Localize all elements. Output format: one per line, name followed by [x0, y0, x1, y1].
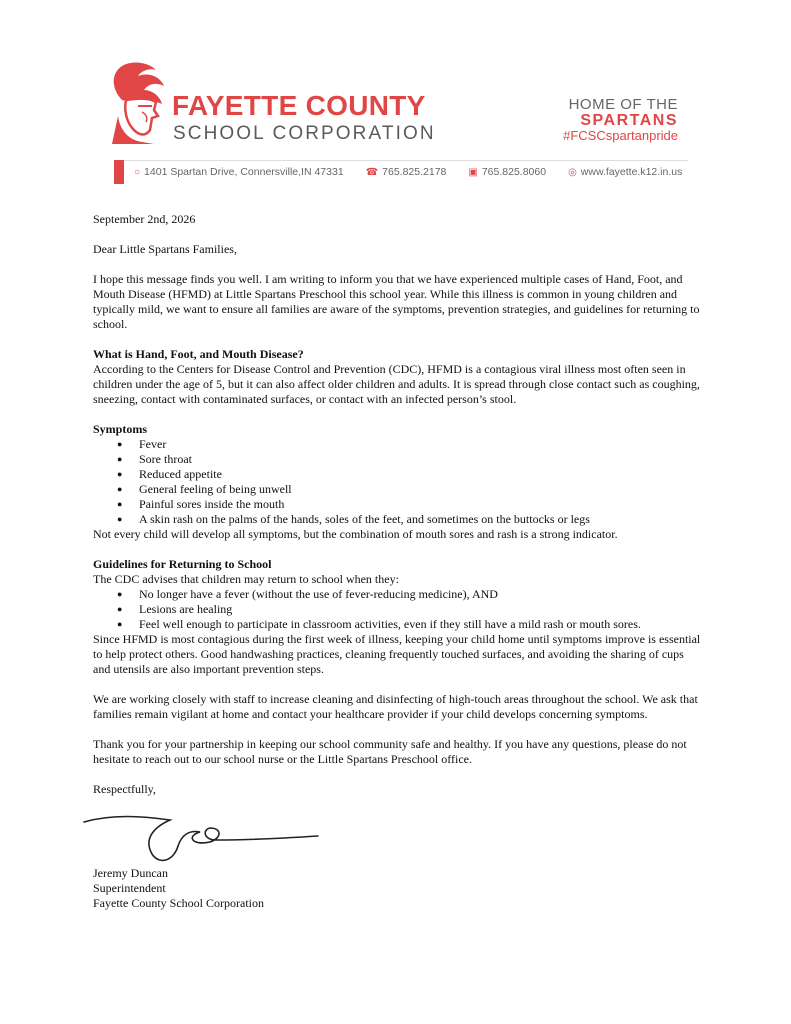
intro-paragraph: I hope this message finds you well. I am writing to inform you that we have experienced multiple cases of Hand, Foot, and Mouth Disease (HFMD) at Little Spartans Preschool this school year. While this illness is common in young children and typically mild, we want to ensure all families are aware of the symptoms, prevention strategies, and guidelines for returning to school.	[93, 272, 700, 331]
guidelines-note: Since HFMD is most contagious during the first week of illness, keeping your child home until symptoms improve is essential to help protect others. Good handwashing practices, cleaning frequently touched surfaces, and avoiding the sharing of cups and utensils are also important prevention steps.	[93, 632, 701, 676]
letter-date: September 2nd, 2026	[93, 212, 196, 226]
list-item: ● Reduced appetite	[117, 467, 222, 481]
fax-text: 765.825.8060	[481, 166, 547, 178]
phone-text: 765.825.2178	[382, 166, 447, 178]
guidelines-heading: Guidelines for Returning to School	[93, 557, 272, 571]
signer-title: Superintendent	[93, 881, 166, 895]
list-item: ● Sore throat	[117, 452, 192, 466]
tagline-hashtag: #FCSCspartanpride	[563, 128, 678, 143]
list-item: ● General feeling of being unwell	[117, 482, 292, 496]
spartan-helmet-logo	[104, 60, 174, 144]
symptoms-note: Not every child will develop all symptoms, but the combination of mouth sores and rash is a strong indicator.	[93, 527, 618, 541]
brand-title: FAYETTE COUNTY	[172, 90, 426, 121]
list-item: ● A skin rash on the palms of the hands, soles of the feet, and sometimes on the buttocks or legs	[117, 512, 590, 526]
salutation: Dear Little Spartans Families,	[93, 242, 237, 256]
address-text: 1401 Spartan Drive, Connersville,IN 47331	[144, 166, 344, 178]
tagline-spartans: SPARTANS	[580, 112, 678, 129]
address-item	[134, 166, 344, 178]
fax-icon: ▣	[468, 166, 478, 178]
signer-name: Jeremy Duncan	[93, 866, 168, 880]
tagline	[563, 97, 678, 143]
symptoms-heading: Symptoms	[93, 422, 148, 436]
phone-icon: ☎	[365, 166, 379, 178]
what-heading: What is Hand, Foot, and Mouth Disease?	[93, 347, 304, 361]
list-item: ● Feel well enough to participate in classroom activities, even if they still have a mild rash or mouth sores.	[117, 617, 641, 631]
symptoms-list	[93, 437, 703, 527]
location-pin-icon: ○	[134, 166, 141, 178]
list-item: ● Lesions are healing	[117, 602, 233, 616]
closing: Respectfully,	[93, 782, 156, 796]
website-item[interactable]	[568, 166, 682, 178]
guidelines-list	[93, 587, 703, 632]
fax-item	[468, 166, 546, 178]
globe-icon: ◎	[568, 166, 577, 178]
list-item: ● Painful sores inside the mouth	[117, 497, 285, 511]
signer-organization: Fayette County School Corporation	[93, 896, 264, 910]
contact-bar	[114, 160, 688, 184]
website-link[interactable]: www.fayette.k12.in.us	[580, 166, 683, 178]
list-item: ● No longer have a fever (without the use of fever-reducing medicine), AND	[117, 587, 498, 601]
phone-item	[366, 166, 447, 178]
cleaning-paragraph: We are working closely with staff to increase cleaning and disinfecting of high-touch areas throughout the school. We ask that families remain vigilant at home and contact your healthcare provider if your child develops concerning symptoms.	[93, 692, 698, 721]
what-paragraph: According to the Centers for Disease Control and Prevention (CDC), HFMD is a contagious viral illness most often seen in children under the age of 5, but it can also affect older children and adults. It is spread through close contact such as coughing, sneezing, contact with contaminated surfaces, or contact with an infected person’s stool.	[93, 362, 700, 406]
signature-block	[93, 866, 264, 911]
brand-subtitle: SCHOOL CORPORATION	[173, 123, 436, 144]
handwritten-signature	[82, 810, 322, 868]
guidelines-intro: The CDC advises that children may return to school when they:	[93, 572, 399, 586]
list-item: ● Fever	[117, 437, 167, 451]
thanks-paragraph: Thank you for your partnership in keeping our school community safe and healthy. If you have any questions, please do not hesitate to reach out to our school nurse or the Little Spartans Preschool office.	[93, 737, 687, 766]
tagline-home: HOME OF THE	[568, 96, 678, 113]
letter-body	[93, 212, 703, 797]
